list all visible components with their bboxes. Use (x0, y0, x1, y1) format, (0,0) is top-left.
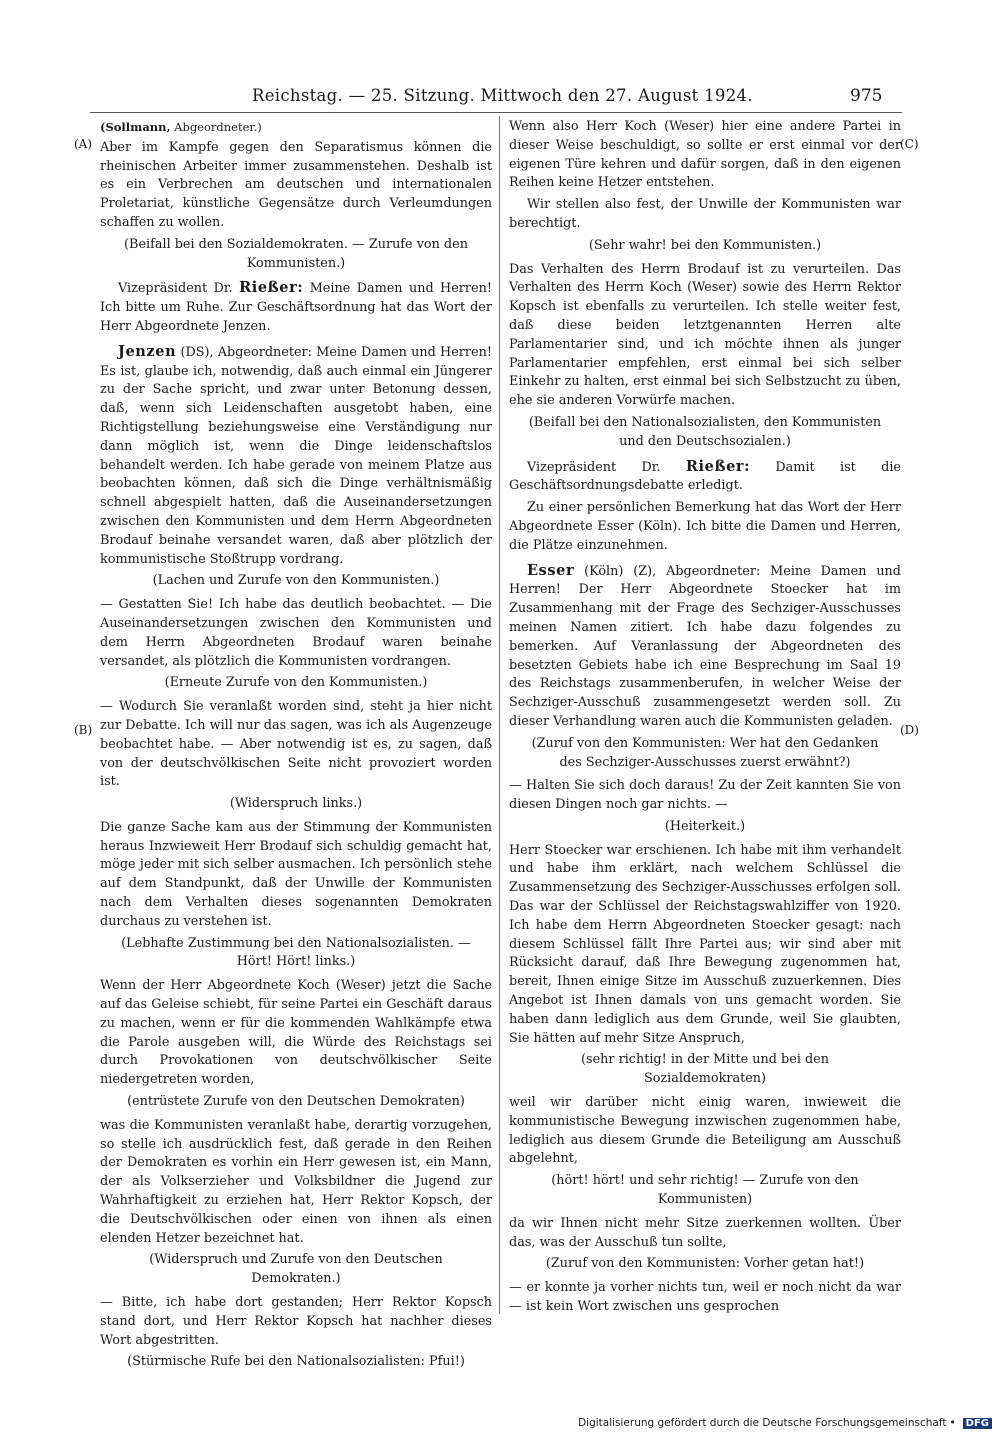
speech-esser (509, 562, 901, 732)
right-column (509, 118, 901, 1320)
paragraph: — Gestatten Sie! Ich habe das deutlich beobachtet. — Die Auseinandersetzungen zwischen den Kommunisten und dem Herrn Abgeordneten Brodauf waren beinahe versandet, als plötzlich die Kommunisten vordrangen. (100, 597, 492, 669)
interjection: (hört! hört! und sehr richtig! — Zurufe von den Kommunisten) (551, 1173, 859, 1208)
interjection: (Widerspruch links.) (229, 796, 363, 812)
paragraph: Aber im Kampfe gegen den Separatismus können die rheinischen Arbeiter immer zusammenstehen. Deshalb ist es ein Verbrechen am deutschen und internationalen Proletariat, künstliche Gegensätze durch Verleumdungen schaffen zu wollen. (100, 139, 492, 230)
paragraph: Zu einer persönlichen Bemerkung hat das Wort der Herr Abgeordnete Esser (Köln). Ich bitte die Damen und Herren, die Plätze einzunehmen. (509, 500, 901, 553)
interjection: (Beifall bei den Nationalsozialisten, den Kommunisten und den Deutschsozialen.) (528, 414, 882, 449)
speech-vizepraesident (100, 279, 492, 336)
speaker-head-name: (Sollmann, (100, 120, 171, 134)
speaker-prefix: Vizepräsident Dr. (118, 281, 233, 297)
digitization-credit (578, 1417, 992, 1429)
margin-mark-b: (B) (74, 723, 93, 737)
header-rule (90, 112, 902, 113)
speech-vizepraesident (509, 458, 901, 497)
margin-mark-d: (D) (900, 723, 919, 737)
paragraph: — Wodurch Sie veranlaßt worden sind, steht ja hier nicht zur Debatte. Ich will nur das sagen, was ich als Augenzeuge beobachtet habe. — Aber notwendig ist es, zu sagen, daß von der deutschvölkischen Seite nicht provoziert worden ist. (100, 699, 492, 790)
page-number: 975 (850, 86, 883, 106)
credit-separator: • (949, 1417, 956, 1429)
margin-mark-c: (C) (900, 137, 919, 151)
paragraph: da wir Ihnen nicht mehr Sitze zuerkennen wollten. Über das, was der Ausschuß tun sollte, (509, 1215, 901, 1250)
column-divider (499, 116, 500, 1314)
speech-text: (Köln) (Z), Abgeordneter: Meine Damen und Herren! Der Herr Abgeordnete Stoecker hat im Zusammenhang mit der Frage des Sechziger-Ausschusses meinen Namen zitiert. Ich habe dazu folgendes zu bemerken. Auf Veranlassung der Abgeordneten des besetzten Gebiets habe ich eine Besprechung im Saal 19 des Reichstags zusammenberufen, in welcher Weise der Sechziger-Ausschuß zusammengesetzt werden soll. Zu dieser Verhandlung waren auch die Kommunisten geladen. (509, 563, 901, 729)
paragraph: Wir stellen also fest, der Unwille der Kommunisten war berechtigt. (509, 197, 901, 231)
paragraph: Wenn also Herr Koch (Weser) hier eine andere Partei in dieser Weise beschuldigt, so sollte er erst einmal vor der eigenen Türe kehren und dafür sorgen, daß in den eigenen Reihen keine Hetzer entstehen. (509, 119, 901, 191)
interjection: (Lachen und Zurufe von den Kommunisten.) (152, 573, 440, 589)
paragraph: — Halten Sie sich doch daraus! Zu der Zeit kannten Sie von diesen Dingen noch gar nichts. — (509, 778, 901, 813)
paragraph: Das Verhalten des Herrn Brodauf ist zu verurteilen. Das Verhalten des Herrn Koch (Weser) sowie des Herrn Rektor Kopsch ist ebenfalls zu verurteilen. Ich stelle weiter fest, daß diese beiden letztgenannten Herren alte Parlamentarier sind, und ich möchte ihnen als junger Parlamentarier empfehlen, erst einmal bei sich selber Einkehr zu halten, erst einmal bei sich Selbstzucht zu üben, ehe sie anderen Vorwürfe machen. (509, 261, 901, 409)
paragraph: — Bitte, ich habe dort gestanden; Herr Rektor Kopsch stand dort, und Herr Rektor Kopsch hat nachher dieses Wort abgestritten. (100, 1295, 492, 1348)
speaker-name: Rießer: (685, 457, 751, 475)
speech-text: Damit ist die Geschäftsordnungsdebatte erledigt. (509, 459, 901, 494)
interjection: (Stürmische Rufe bei den Nationalsozialisten: Pfui!) (127, 1354, 465, 1370)
speaker-name: Esser (527, 561, 575, 579)
speech-text: (DS), Abgeordneter: Meine Damen und Herren! Es ist, glaube ich, notwendig, daß auch einmal ein Jüngerer zu der Sache spricht, und zwar unter Betonung dessen, daß, wenn sich Leidenschaften ausgetobt haben, eine Richtigstellung beziehungsweise eine Verständigung nur dann möglich ist, wenn die Dinge leidenschaftslos behandelt werden. Ich habe gerade von meinem Platze aus beobachten können, daß sich die Dinge verhältnismäßig schnell abgespielt hatten, daß die Auseinandersetzungen zwischen den Kommunisten und dem Herrn Abgeordneten Brodauf beinahe versandet waren, daß aber plötzlich der kommunistische Stoßtrupp vordrang. (100, 344, 492, 567)
interjection: (Sehr wahr! bei den Kommunisten.) (588, 237, 822, 253)
speaker-head-role: Abgeordneter.) (174, 120, 262, 134)
left-column (100, 118, 492, 1377)
interjection: (Heiterkeit.) (664, 818, 746, 834)
interjection: (Zuruf von den Kommunisten: Wer hat den Gedanken des Sechziger-Ausschusses zuerst erwähnt?) (531, 735, 879, 770)
speaker-prefix: Vizepräsident Dr. (527, 459, 661, 475)
paragraph: was die Kommunisten veranlaßt habe, derartig vorzugehen, so stelle ich ausdrücklich fest, daß gerade in den Reihen der Demokraten es vorhin ein Herr gewesen ist, ein Mann, der als Volkserzieher und Volksbildner die Jugend zur Wahrhaftigkeit zu erziehen hat, Herr Rektor Kopsch, der die Deutschvölkischen oder einen von ihnen als einen elenden Hetzer bezeichnet hat. (100, 1117, 492, 1246)
interjection: (Zuruf von den Kommunisten: Vorher getan hat!) (545, 1256, 865, 1272)
paragraph: Wenn der Herr Abgeordnete Koch (Weser) jetzt die Sache auf das Geleise schiebt, für seine Partei ein Geschäft daraus zu machen, wenn er für die kommenden Wahlkämpfe etwa die Parole ausgeben will, die Würde des Reichstags sei durch Provokationen von deutschvölkischer Seite niedergetreten worden, (100, 978, 492, 1088)
speaker-name: Rießer: (239, 279, 304, 297)
speaker-name: Jenzen (118, 342, 177, 360)
speech-text: Meine Damen und Herren! Ich bitte um Ruhe. Zur Geschäftsordnung hat das Wort der Herr Abgeordnete Jenzen. (100, 281, 492, 334)
page-header (0, 86, 1000, 110)
credit-text: Digitalisierung gefördert durch die Deutsche Forschungsgemeinschaft (578, 1417, 947, 1429)
interjection: (Beifall bei den Sozialdemokraten. — Zurufe von den Kommunisten.) (124, 236, 468, 271)
interjection: (Widerspruch und Zurufe von den Deutschen Demokraten.) (149, 1252, 443, 1287)
paragraph: weil wir darüber nicht einig waren, inwieweit die kommunistische Bewegung inzwischen zugenommen habe, lediglich aus diesem Grunde die Beteiligung am Ausschuß abgelehnt, (509, 1095, 901, 1167)
margin-mark-a: (A) (74, 137, 93, 151)
running-title: Reichstag. — 25. Sitzung. Mittwoch den 27. August 1924. (252, 86, 753, 105)
paragraph: Herr Stoecker war erschienen. Ich habe mit ihm verhandelt und habe ihm erklärt, nach welchem Schlüssel die Zusammensetzung des Sechziger-Ausschusses erfolgen soll. Das war der Schlüssel der Reichstagswahlziffer von 1920. Ich habe dem Herrn Abgeordneten Stoecker gesagt: nach diesem Schlüssel fällt Ihre Partei aus; wir sind aber mit Rücksicht darauf, daß Ihre Bewegung zugenommen hat, bereit, Ihnen einige Sitze im Ausschuß zuzuerkennen. Dies Angebot ist Ihnen damals von uns gemacht worden. Sie haben dann lediglich aus dem Grunde, weil Sie glaubten, Sie hätten auf mehr Sitze Anspruch, (509, 842, 901, 1046)
interjection: (sehr richtig! in der Mitte und bei den Sozialdemokraten) (581, 1052, 829, 1087)
interjection: (entrüstete Zurufe von den Deutschen Demokraten) (127, 1094, 465, 1110)
speaker-continuation (100, 118, 492, 137)
dfg-logo: DFG (963, 1418, 992, 1429)
interjection: (Lebhafte Zustimmung bei den Nationalsozialisten. — Hört! Hört! links.) (121, 935, 471, 970)
paragraph: Die ganze Sache kam aus der Stimmung der Kommunisten heraus Inzwieweit Herr Brodauf sich schuldig gemacht hat, möge jeder mit sich selber ausmachen. Ich persönlich stehe auf dem Standpunkt, daß der Unwille der Kommunisten nach dem Verhalten dieses sogenannten Demokraten durchaus zu verstehen ist. (100, 819, 492, 929)
interjection: (Erneute Zurufe von den Kommunisten.) (164, 675, 428, 691)
paragraph: — er konnte ja vorher nichts tun, weil er noch nicht da war — ist kein Wort zwischen uns gesprochen (509, 1280, 901, 1315)
speech-jenzen (100, 343, 492, 570)
